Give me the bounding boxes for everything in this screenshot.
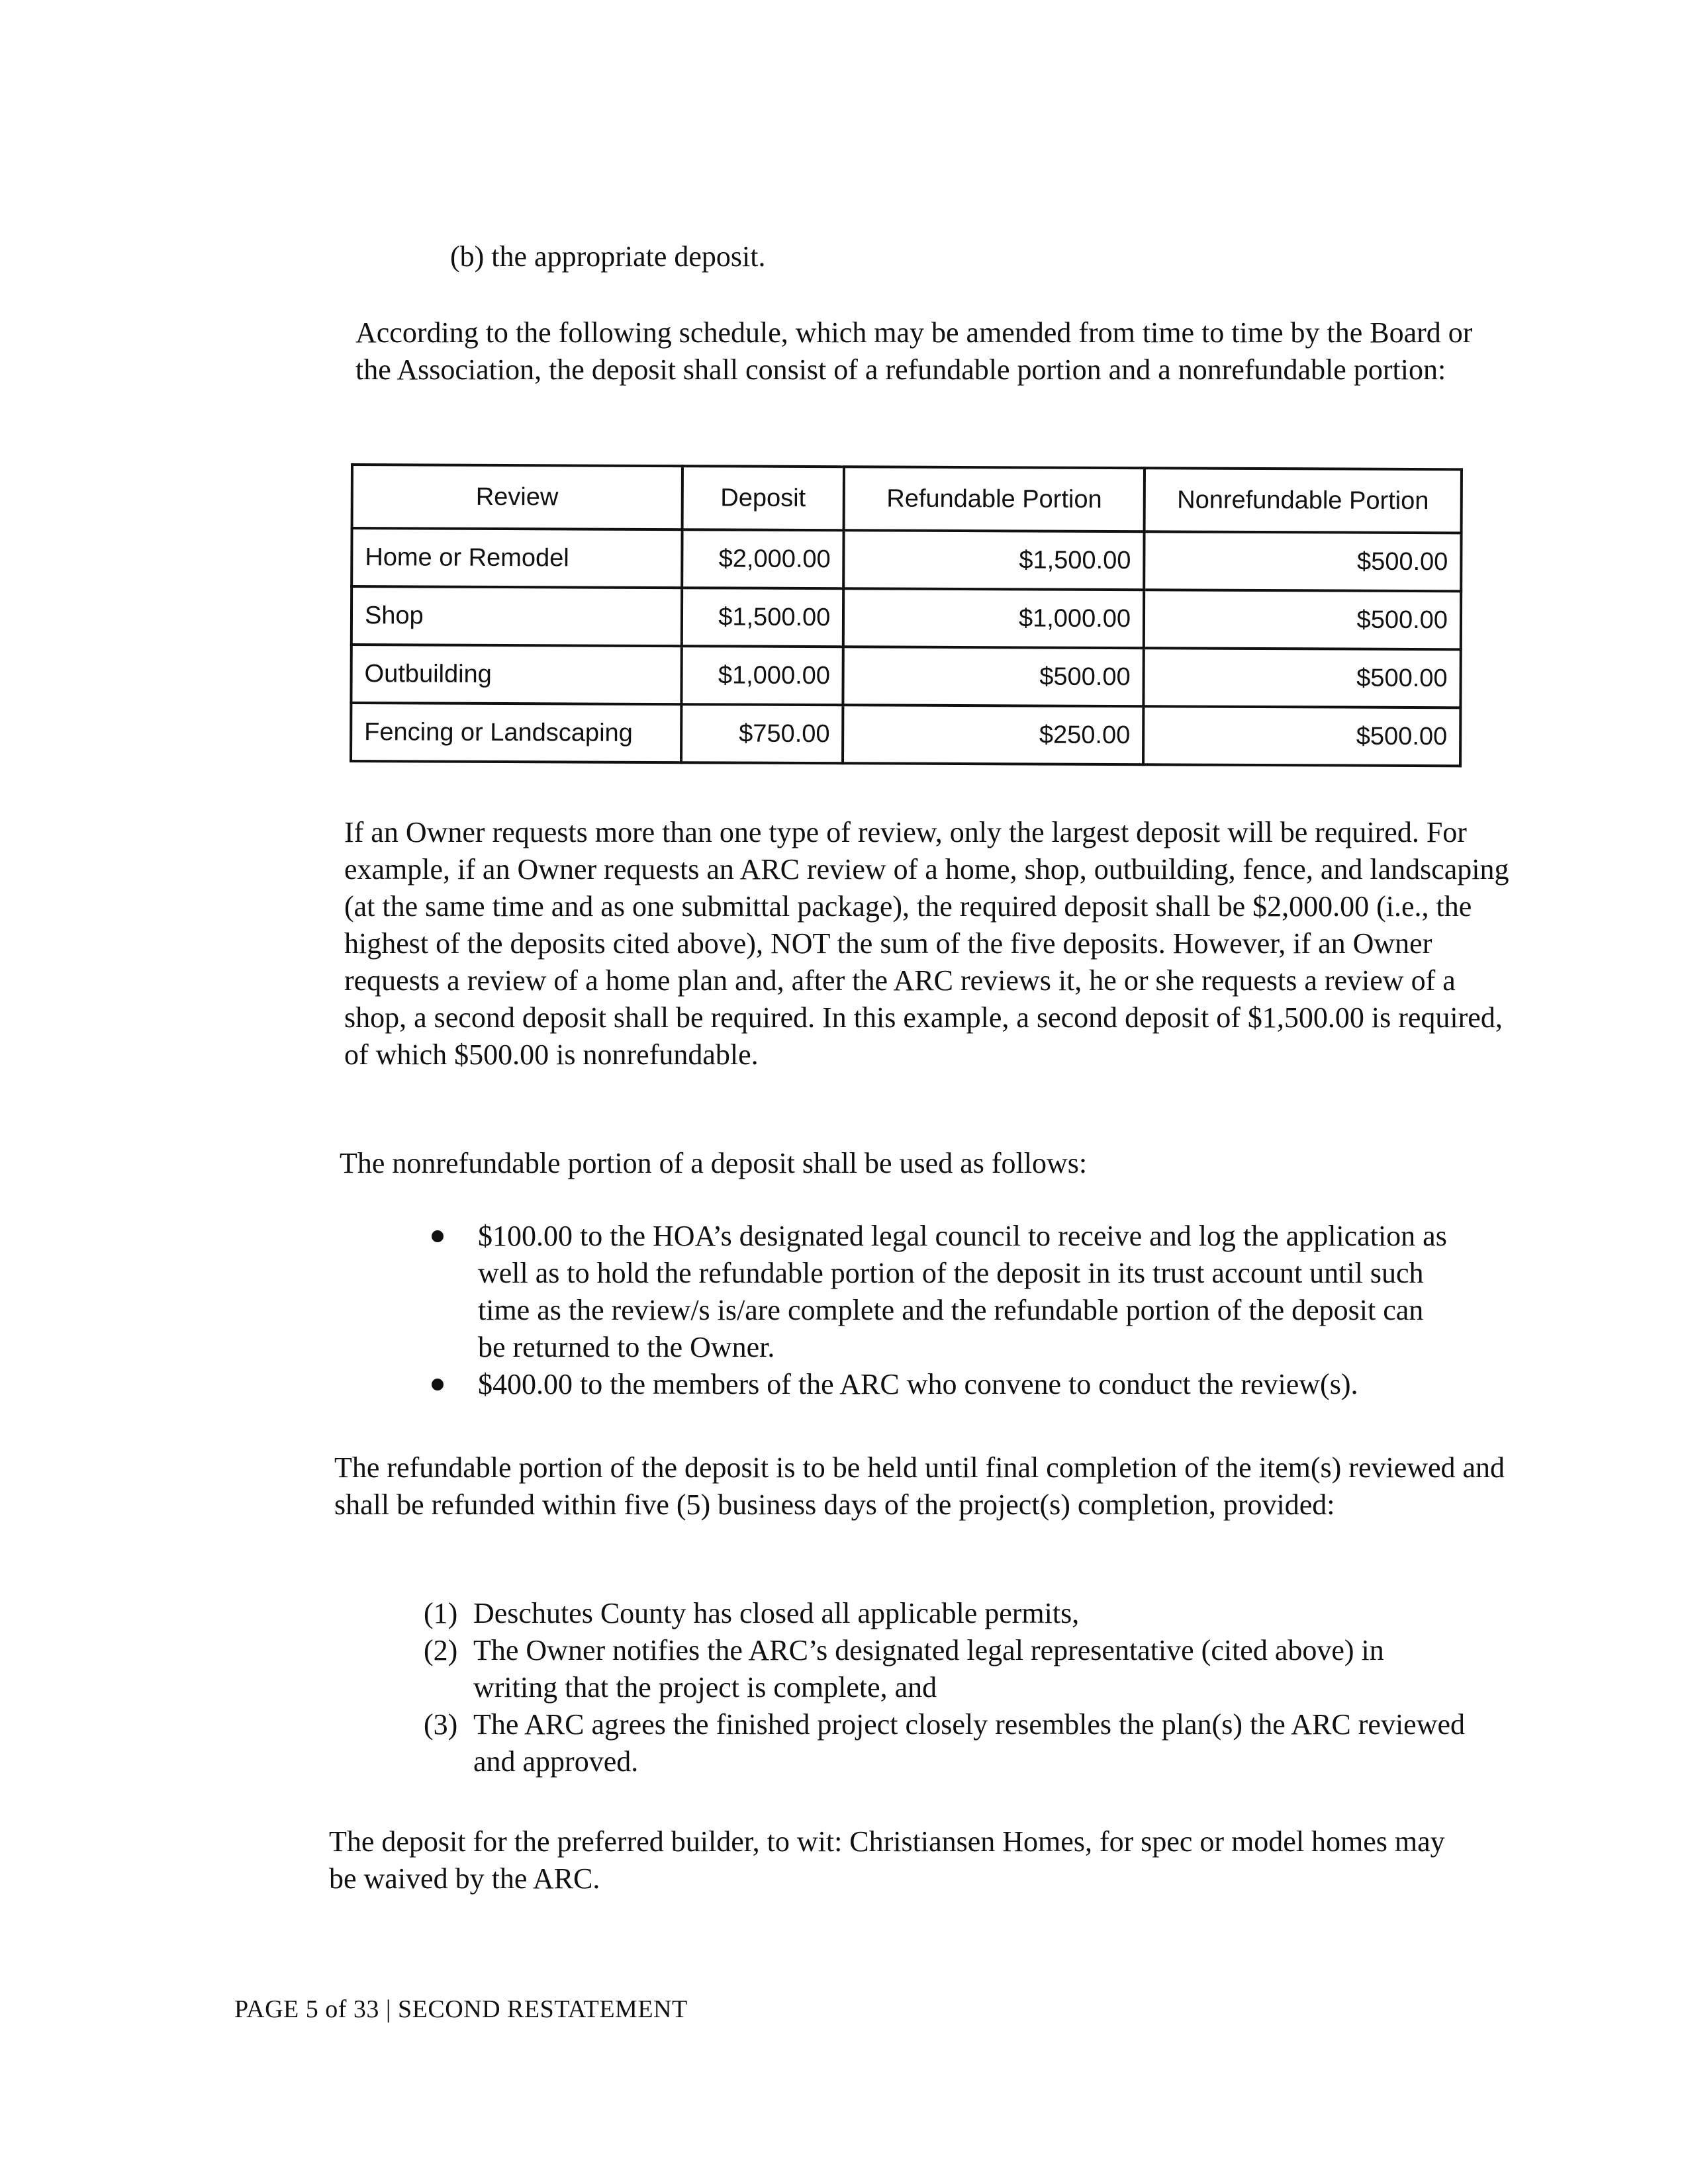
- review-cell: Shop: [352, 586, 682, 646]
- refund-conditions-list: [424, 1595, 1470, 1780]
- page-footer: PAGE 5 of 33 | SECOND RESTATEMENT: [234, 1995, 688, 2023]
- header-deposit: Deposit: [682, 466, 844, 530]
- list-number: (2): [424, 1634, 458, 1666]
- review-cell: Outbuilding: [351, 645, 681, 704]
- refundable-cell: $1,000.00: [843, 588, 1144, 648]
- list-item: [424, 1366, 1456, 1403]
- header-nonrefundable: Nonrefundable Portion: [1145, 468, 1462, 533]
- deposit-cell: $1,000.00: [681, 646, 843, 705]
- table-row: [351, 645, 1460, 707]
- deposit-schedule-table: [350, 463, 1463, 767]
- nonrefundable-cell: $500.00: [1143, 648, 1460, 707]
- preferred-builder-paragraph: The deposit for the preferred builder, to wit: Christiansen Homes, for spec or model homes may be waived by the ARC.: [329, 1825, 1445, 1895]
- list-item-text: The ARC agrees the finished project closely resembles the plan(s) the ARC reviewed and approved.: [473, 1708, 1466, 1778]
- schedule-intro-paragraph: According to the following schedule, which may be amended from time to time by the Board or the Association, the deposit shall consist of a refundable portion and a nonrefundable portion:: [355, 316, 1473, 386]
- refundable-cell: $250.00: [843, 705, 1143, 764]
- table-row: [351, 703, 1460, 766]
- largest-deposit-paragraph: If an Owner requests more than one type of review, only the largest deposit will be required. For example, if an Owner requests an ARC review of a home, shop, outbuilding, fence, and landscaping (at the same time and as one submittal package), the required deposit shall be $2,000.00 (i.e., the highest of the deposits cited above), NOT the sum of the five deposits. However, if an Owner requests a review of a home plan and, after the ARC reviews it, he or she requests a review of a shop, a second deposit shall be required. In this example, a second deposit of $1,500.00 is required, of which $500.00 is nonrefundable.: [344, 816, 1509, 1071]
- bullet-icon: [432, 1379, 444, 1390]
- item-b-text: (b) the appropriate deposit.: [450, 240, 766, 273]
- nonrefundable-cell: $500.00: [1144, 590, 1461, 649]
- bullet-icon: [432, 1230, 444, 1242]
- list-item: [424, 1595, 1470, 1632]
- list-item: [424, 1218, 1456, 1366]
- refundable-cell: $500.00: [843, 647, 1144, 706]
- deposit-cell: $1,500.00: [681, 588, 843, 647]
- table-row: [352, 528, 1461, 591]
- list-number: (1): [424, 1597, 458, 1629]
- deposit-cell: $2,000.00: [682, 529, 844, 588]
- nonrefundable-cell: $500.00: [1143, 706, 1460, 766]
- refundable-cell: $1,500.00: [844, 530, 1145, 590]
- header-refundable: Refundable Portion: [844, 467, 1145, 531]
- list-item-text: The Owner notifies the ARC’s designated legal representative (cited above) in writing that the project is complete, and: [473, 1634, 1384, 1704]
- review-cell: Fencing or Landscaping: [351, 703, 681, 762]
- table-header-row: [352, 465, 1462, 533]
- refundable-paragraph: The refundable portion of the deposit is to be held until final completion of the item(s) reviewed and shall be refunded within five (5) business days of the project(s) completion, provided:: [334, 1451, 1505, 1521]
- review-cell: Home or Remodel: [352, 528, 682, 588]
- list-item: [424, 1632, 1470, 1706]
- list-item: [424, 1706, 1470, 1780]
- table-row: [352, 586, 1461, 649]
- nonrefundable-cell: $500.00: [1144, 531, 1461, 591]
- list-item-text: $400.00 to the members of the ARC who convene to conduct the review(s).: [478, 1368, 1358, 1400]
- header-review: Review: [352, 465, 682, 529]
- nonrefundable-uses-list: [424, 1218, 1456, 1403]
- list-number: (3): [424, 1708, 458, 1741]
- nonrefundable-intro-paragraph: The nonrefundable portion of a deposit shall be used as follows:: [340, 1147, 1088, 1179]
- deposit-cell: $750.00: [681, 704, 843, 763]
- list-item-text: $100.00 to the HOA’s designated legal council to receive and log the application as well as to hold the refundable portion of the deposit in its trust account until such time as the review/s is/are complete and the refundable portion of the deposit can be returned to the Owner.: [478, 1220, 1447, 1363]
- list-item-text: Deschutes County has closed all applicable permits,: [473, 1597, 1080, 1629]
